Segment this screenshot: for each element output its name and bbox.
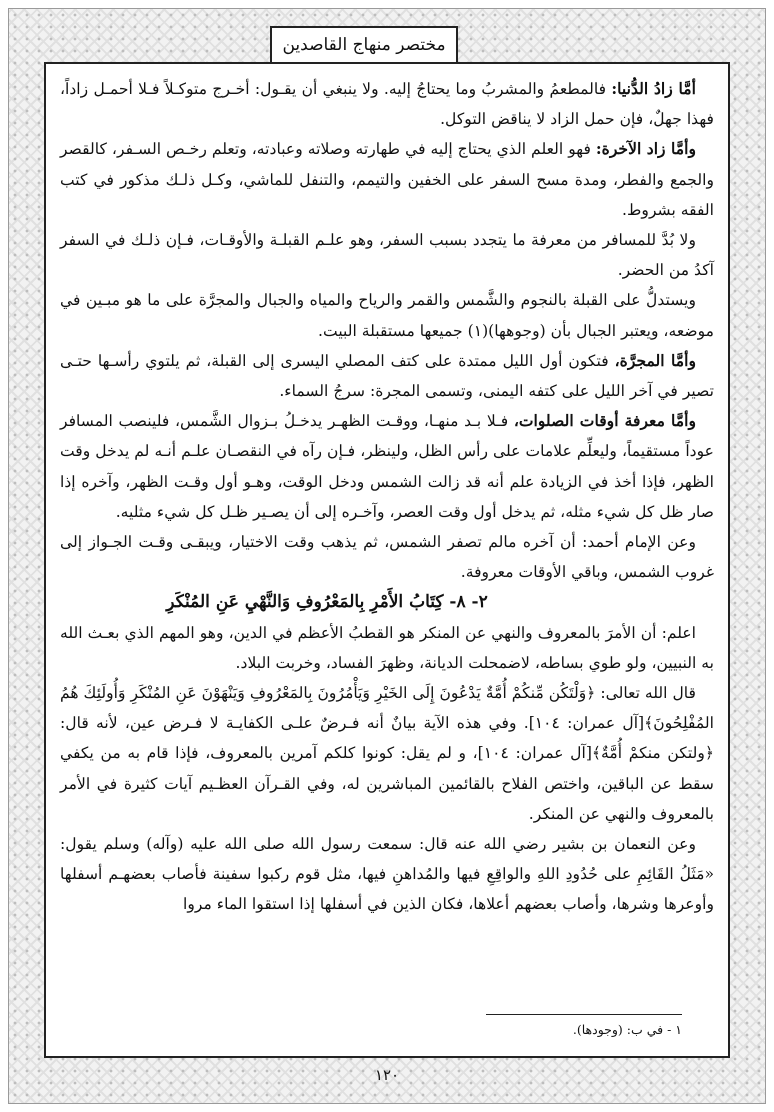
paragraph xyxy=(60,618,714,678)
paragraph-lead: وأمَّا معرفة أوقات الصلوات، xyxy=(513,411,696,431)
page-number: ١٢٠ xyxy=(374,1066,400,1084)
paragraph-text: فهو العلم الذي يحتاج إليه في طهارته وصلاته وعبادته، وتعلم رخـص السـفر، كالقصر والجمع والفطر، ومدة مسح السفر على الخفين والتيمم، والتنفل للماشي، وكـل ذلـك مذكور في كتب الفقه بشروط. xyxy=(60,140,714,219)
paragraph-lead: وأمَّا المجرَّة، xyxy=(614,350,696,370)
paragraph-text: فـلا بـد منهـا، ووقـت الظهـر يدخـلُ بـزوال الشَّمس، فلينصب المسافر عوداً مستقيماً، وليعلِّم علامات على رأس الظل، ولينظر، فـإن رآه في النقصـان علـم أنـه لم يدخل وقت الظهر، فإذا أخذ في الزيادة علم أنه قد زالت الشمس ودخل الوقت، وهـو أول وقـت الظهر، وآخره إذا صار ظل كل شيء مثله، ثم يدخل أول وقت العصر، وآخـره إلى أن يصـير ظـل كل شيء مثليه. xyxy=(60,412,714,521)
paragraph xyxy=(60,134,714,225)
paragraph-lead: وأمَّا زاد الآخرة: xyxy=(595,139,697,159)
paragraph xyxy=(60,225,714,285)
paragraph-text: وعن الإمام أحمد: أن آخره مالم تصفر الشمس، ثم يذهب وقت الاختيار، ويبقـى وقـت الجـواز إلى غروب الشمس، وباقي الأوقات معروفة. xyxy=(60,533,714,582)
paragraph-text: قال الله تعالى: ﴿وَلْتَكُن مِّنكُمْ أُمَّةٌ يَدْعُونَ إِلَى الخَيْرِ وَيَأْمُرُونَ بِالمَعْرُوفِ وَيَنْهَوْنَ عَنِ المُنْكَرِ وَأُولَئِكَ هُمُ المُفْلِحُونَ﴾[آل عمران: ١٠٤]. وفي هذه الآية بيانٌ أنه فـرضٌ علـى الكفايـة لا فـرض عين، لأنه قال: ﴿ولتكن منكمْ أُمَّةٌ﴾[آل عمران: ١٠٤]، و لم يقل: كونوا كلكم آمرين بالمعروف، فإذا قام به من يكفي سقط عن الباقين، واختص الفلاح بالقائمين المباشرين له، وفي القـرآن العظـيم آيات كثيرة في الأمر بالمعروف والنهي عن المنكر. xyxy=(60,684,714,823)
running-header xyxy=(270,26,458,62)
main-text xyxy=(60,74,714,920)
paragraph-text: فتكون أول الليل ممتدة على كتف المصلي اليسرى إلى القبلة، ثم يلتوي رأسـها حتـى تصير في آخر الليل على كتفه اليمنى، وتسمى المجرة: سرجُ السماء. xyxy=(60,351,714,401)
footnote-divider xyxy=(486,1014,682,1015)
paragraph-text: ويستدلُّ على القبلة بالنجوم والشَّمس والقمر والرياح والمياه والجبال والمجرَّة على ما هو مبـين في موضعه، ويعتبر الجبال بأن (وجوهها)(١) جميعها مستقبلة البيت. xyxy=(60,291,714,340)
book-title: مختصر منهاج القاصدين xyxy=(282,35,446,55)
paragraph xyxy=(60,527,714,587)
paragraph xyxy=(60,829,714,920)
chapter-heading: ٢- ٨- كِتَابُ الأَمْرِ بِالمَعْرُوفِ وَالنَّهْيِ عَنِ المُنْكَرِ xyxy=(166,592,488,613)
paragraph-text: فالمطعمُ والمشربُ وما يحتاجُ إليه. ولا ينبغي أن يقـول: أخـرج متوكـلاً فـلا أحمـل زاداً، فهذا جهلٌ، فإن حمل الزاد لا يناقض التوكل. xyxy=(60,80,714,129)
paragraph-text: وعن النعمان بن بشير رضي الله عنه قال: سمعت رسول الله صلى الله عليه (وآله) وسلم يقول: «مَثَلُ القَائِمِ على حُدُودِ اللهِ والواقِعِ فيها والمُداهنِ فيها، مثل قوم ركبوا سفينة فأصاب بعضهـم أسفلها وأوعرها وشرها، وأصاب بعضهم أعلاها، فكان الذين في أسفلها إذا استقوا الماء مروا xyxy=(60,835,714,914)
paragraph xyxy=(60,678,714,829)
footnote: ١ - في ب: (وجودها). xyxy=(572,1022,682,1037)
paragraph xyxy=(60,406,714,527)
paragraph xyxy=(60,346,714,406)
paragraph xyxy=(60,74,714,134)
paragraph-lead: أمَّا زادُ الدُّنيا: xyxy=(611,79,696,98)
paragraph xyxy=(60,285,714,345)
paragraph-text: ولا بُدَّ للمسافر من معرفة ما يتجدد بسبب السفر، وهو علـم القبلـة والأوقـات، فـإن ذلـك في السفر آكدُ من الحضر. xyxy=(60,231,714,280)
paragraph-text: اعلم: أن الأمرَ بالمعروف والنهي عن المنكر هو القطبُ الأعظم في الدين، وهو المهم الذي بعـث الله به النبيين، ولو طوي بساطه، لاضمحلت الديانة، وظهرَ الفساد، وخربت البلاد. xyxy=(60,623,714,672)
